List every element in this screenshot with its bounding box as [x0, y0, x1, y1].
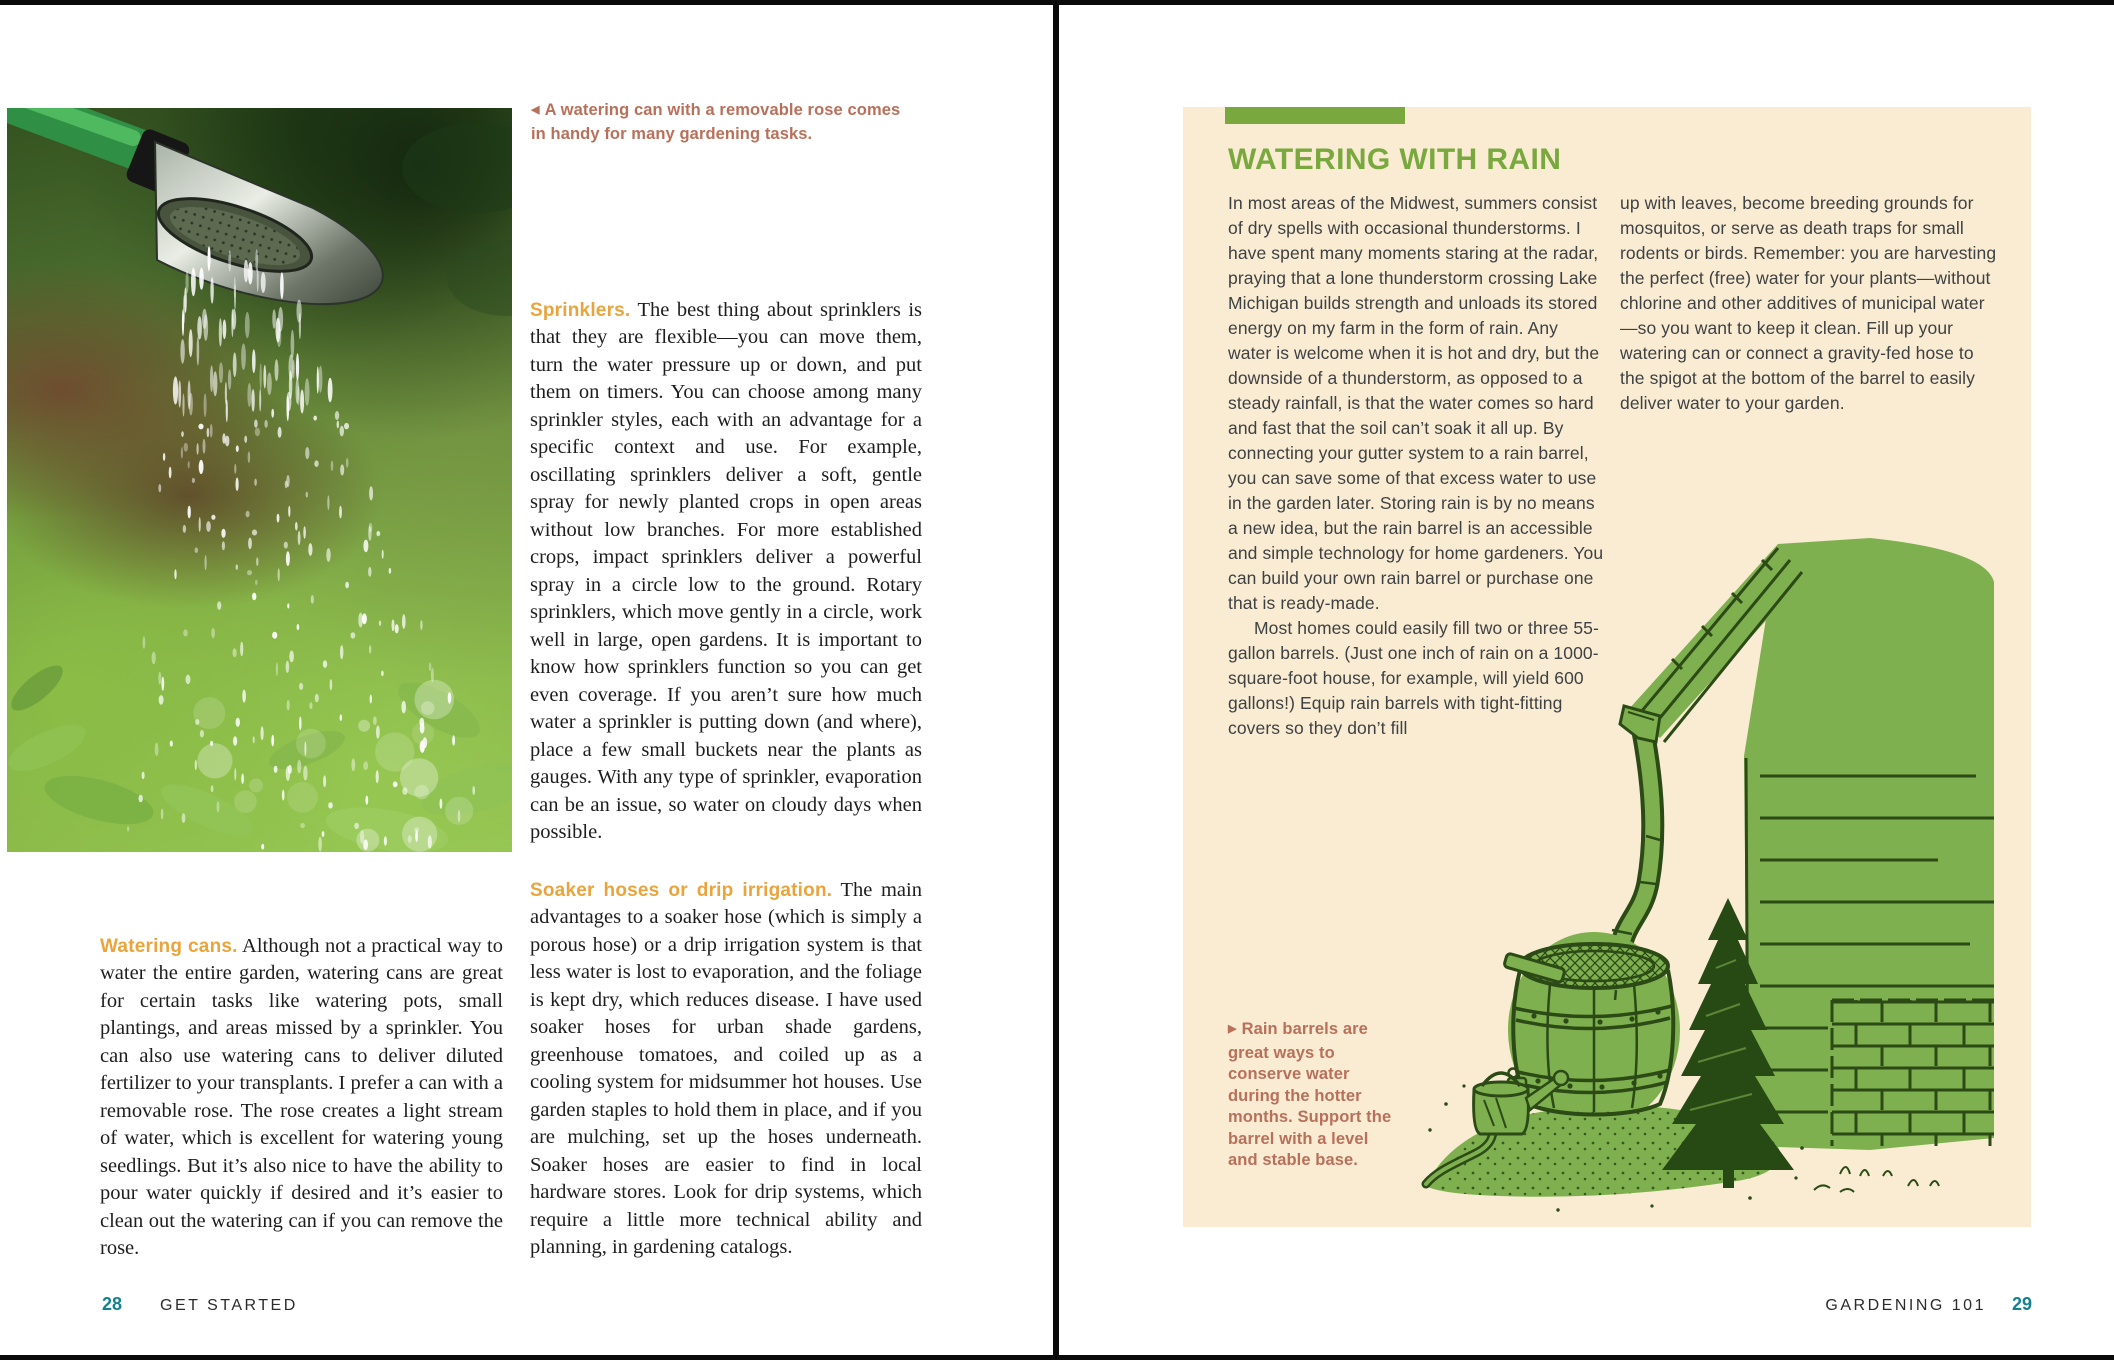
sidebar-col1-paragraph-2: Most homes could easily fill two or three 55-gallon barrels. (Just one inch of rain on a 1000-square-foot house, for example, will yield 600 gallons!) Equip rain barrels with tight-fitting covers so they don’t fill [1228, 618, 1599, 738]
right-page-footer [1825, 1294, 2032, 1315]
sidebar-green-tab [1225, 107, 1405, 124]
left-arrow-icon: ◀ [531, 104, 540, 116]
rain-barrel-caption-text: Rain barrels are great ways to conserve water during the hotter months. Support the barrel with a level and stable base. [1228, 1020, 1392, 1169]
watering-cans-body: Although not a practical way to water the entire garden, watering cans are great for certain tasks like watering pots, small plantings, and areas missed by a sprinkler. You can also use watering cans to deliver diluted fertilizer to your transplants. I prefer a can with a removable rose. The rose creates a light stream of water, which is excellent for watering young seedlings. But it’s also nice to have the ability to pour water quickly if desired and it’s easier to clean out the watering can if you can remove the rose. [100, 934, 503, 1259]
soaker-hoses-lead: Soaker hoses or drip irrigation. [530, 879, 833, 901]
photo-caption [531, 100, 909, 145]
right-arrow-icon: ▶ [1228, 1023, 1237, 1035]
sprinklers-body: The best thing about sprinklers is that they are flexible—you can move them, turn the water pressure up or down, and put them on timers. You can choose among many sprinkler styles, each with an advantage for a specific context and use. For example, oscillating sprinklers deliver a soft, gentle spray for newly planted crops in open areas without low branches. For more established crops, impact sprinklers deliver a powerful spray in a circle low to the ground. Rotary sprinklers, which move gently in a circle, work well in large, open gardens. It is important to know how sprinklers function so you can get even coverage. If you aren’t sure how much water a sprinkler is putting down (and where), place a few small buckets near the plants as gauges. With any type of sprinkler, evaporation can be an issue, so water on cloudy days when possible. [530, 298, 922, 843]
center-page-divider [1053, 0, 1059, 1360]
right-section-title: GARDENING 101 [1825, 1297, 1986, 1314]
sidebar-column-2 [1620, 191, 1998, 416]
watering-with-rain-sidebar [1183, 107, 2031, 1227]
sidebar-col1-paragraph-1: In most areas of the Midwest, summers consist of dry spells with occasional thunderstorms. I have spent many moments staring at the radar, praying that a lone thunderstorm crossing Lake Michigan builds strength and unloads its stored energy on my farm in the form of rain. Any water is welcome when it is hot and dry, but the downside of a thunderstorm, as opposed to a steady rainfall, is that the water comes so hard and fast that the soil can’t soak it all up. By connecting your gutter system to a rain barrel, you can save some of that excess water to use in the garden later. Storing rain is by no means a new idea, but the rain barrel is an accessible and simple technology for home gardeners. You can build your own rain barrel or purchase one that is ready-made. [1228, 193, 1604, 613]
soaker-hoses-paragraph [530, 877, 922, 1262]
photo-caption-text: A watering can with a removable rose comes in handy for many gardening tasks. [531, 101, 901, 143]
sidebar-title: WATERING WITH RAIN [1228, 143, 1562, 176]
watering-rose-cone [150, 142, 383, 304]
rain-barrel-illustration [1410, 538, 2010, 1218]
sprinklers-lead: Sprinklers. [530, 299, 631, 321]
soaker-hoses-body: The main advantages to a soaker hose (which is simply a porous hose) or a drip irrigation system is that less water is lost to evaporation, and the foliage is kept dry, which reduces disease. I have used soaker hoses for urban shade gardens, greenhouse tomatoes, and coiled up as a cooling system for midsummer hot houses. Use garden staples to hold them in place, and if you are mulching, set up the hoses underneath. Soaker hoses are easier to find in local hardware stores. Look for drip systems, which require a little more technical ability and planning, in gardening catalogs. [530, 878, 922, 1258]
left-page-number: 28 [102, 1294, 123, 1314]
sprinklers-paragraph [530, 297, 922, 847]
left-section-title: GET STARTED [160, 1297, 298, 1314]
watering-cans-lead: Watering cans. [100, 935, 238, 957]
watering-can-photo [7, 108, 512, 852]
watering-cans-paragraph [100, 933, 503, 1263]
watering-rose-spray-art [7, 108, 512, 852]
left-page-footer [102, 1294, 298, 1315]
right-page-number: 29 [2011, 1294, 2032, 1314]
rain-barrel-caption [1228, 1019, 1396, 1172]
sidebar-col2-paragraph: up with leaves, become breeding grounds for mosquitos, or serve as death traps for small rodents or birds. Remember: you are harvesting the perfect (free) water for your plants—without chlorine and other additives of municipal water—so you want to keep it clean. Fill up your watering can or connect a gravity-fed hose to the spigot at the bottom of the barrel to easily deliver water to your garden. [1620, 193, 1997, 413]
